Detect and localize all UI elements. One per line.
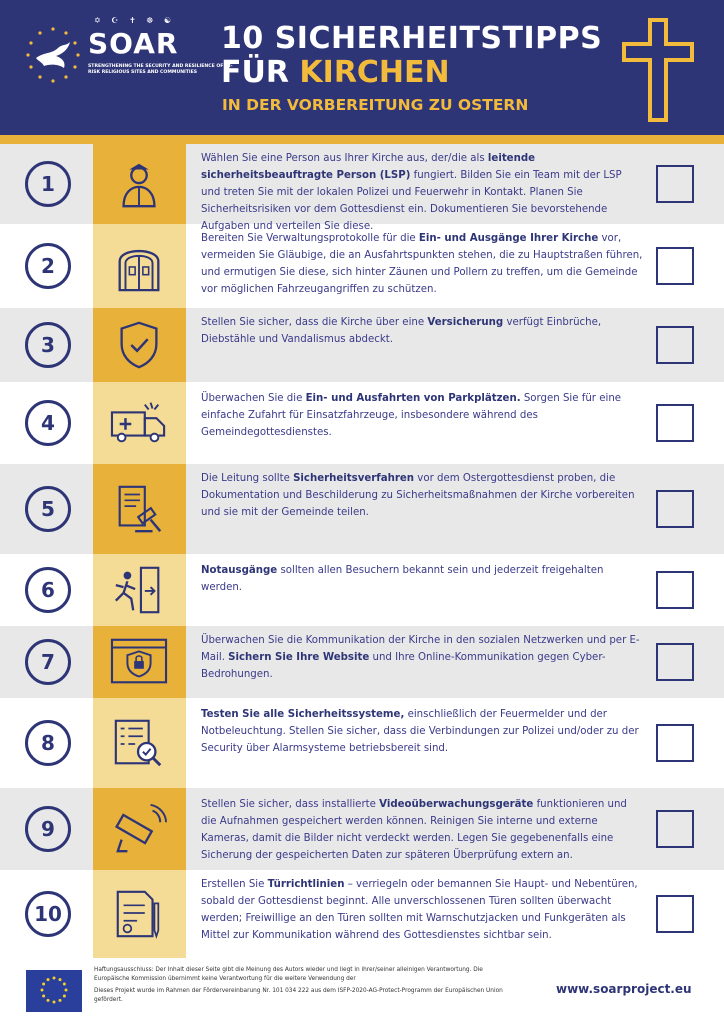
tip-icon-column (93, 224, 186, 308)
tip-checkbox[interactable] (656, 165, 694, 203)
tip-text (201, 230, 643, 298)
tip-text-bold: Sicherheitsverfahren (293, 473, 415, 484)
tip-number: 6 (25, 567, 71, 613)
tip-text-part: einschließlich der Feuermelder und der Notbeleuchtung. Stellen Sie sicher, dass die Verbindungen zur Polizei und/oder zu der Security über Alarmsysteme betriebsbereit sind. (201, 709, 639, 754)
soar-logo (22, 16, 233, 90)
tip-checkbox[interactable] (656, 490, 694, 528)
tip-checkbox[interactable] (656, 810, 694, 848)
shield-check-icon (105, 317, 173, 373)
tip-text (201, 470, 643, 521)
tip-text-part: Bereiten Sie Verwaltungsprotokolle für die (201, 233, 419, 244)
tip-icon-column (93, 788, 186, 870)
tip-text (201, 562, 643, 596)
header-stripe (0, 135, 724, 144)
security-officer-icon (105, 156, 173, 212)
tip-number: 3 (25, 322, 71, 368)
tip-text-part: Überwachen Sie die Kommunikation der Kirche in den sozialen Netzwerken und per E-Mail. (201, 635, 640, 663)
website-lock-icon (105, 634, 173, 690)
tip-text-bold: Videoüberwachungsgeräte (379, 799, 534, 810)
page-footer (0, 962, 724, 1024)
tip-text (201, 706, 643, 757)
tip-number: 4 (25, 400, 71, 446)
tip-text-part: vor, vermeiden Sie Gläubige, die an Ausfahrtspunkten stehen, die zu Hauptstraßen führen, und ermutigen Sie diese, sich hinter Zäunen und Pollern zu treffen, um die Gemeinde vor möglichen Fahrzeugangriffen zu schützen. (201, 233, 643, 295)
tip-number: 10 (25, 891, 71, 937)
footer-disclaimer (94, 966, 514, 1004)
ambulance-icon (105, 395, 173, 451)
tip-checkbox[interactable] (656, 724, 694, 762)
eu-flag-icon (26, 970, 82, 1012)
tip-checkbox[interactable] (656, 247, 694, 285)
tip-icon-column (93, 144, 186, 224)
tip-text-part: Wählen Sie eine Person aus Ihrer Kirche aus, der/die als (201, 153, 488, 164)
tip-text-part: Sorgen Sie für eine einfache Zufahrt für Einsatzfahrzeuge, insbesondere während des Gemeindegottesdienstes. (201, 393, 622, 438)
tip-number: 2 (25, 243, 71, 289)
page-title-line1: 10 SICHERHEITSTIPPS (221, 21, 603, 56)
tip-text-part: vor dem Ostergottesdienst proben, die Dokumentation und Beschilderung zu Sicherheitsmaßnahmen der Kirche vorbereiten und sie mit der Gemeinde teilen. (201, 473, 635, 518)
tip-text-bold: leitende sicherheitsbeauftragte Person (LSP) (201, 153, 536, 181)
door-guidelines-icon (105, 886, 173, 942)
tip-text-bold: Versicherung (427, 317, 504, 328)
tip-text-part: funktionieren und die Aufnahmen gespeichert werden können. Reinigen Sie interne und externe Kameras, damit die Bilder nicht verdeckt werden. Legen Sie gegebenenfalls eine Sicherung der gespeicherten Daten zur späteren Überprüfung extern an. (201, 799, 627, 861)
tip-row (0, 698, 724, 788)
tip-text-bold: Testen Sie alle Sicherheitssysteme, (201, 709, 405, 720)
tip-checkbox[interactable] (656, 643, 694, 681)
title-churches: KIRCHEN (299, 55, 450, 90)
tip-text-part: und Ihre Online-Kommunikation gegen Cyber-Bedrohungen. (201, 652, 606, 680)
tip-text-bold: Ein- und Ausfahrten von Parkplätzen. (305, 393, 521, 404)
religious-symbols-icon: ✡ ☪ ✝ ☸ ☯ (94, 16, 176, 25)
church-door-icon (105, 238, 173, 294)
title-for: FÜR (221, 55, 300, 90)
funding-text: Dieses Projekt wurde im Rahmen der Fördervereinbarung Nr. 101 034 222 aus dem ISFP-2020-AG-Protect-Programm der Europäischen Union gefördert. (94, 988, 503, 1003)
document-gavel-icon (105, 481, 173, 537)
tip-text-bold: Sichern Sie Ihre Website (228, 652, 370, 663)
cctv-camera-icon (105, 801, 173, 857)
tip-text-part: Stellen Sie sicher, dass die Kirche über eine (201, 317, 428, 328)
tip-text (201, 314, 643, 348)
tip-text (201, 150, 643, 235)
disclaimer-text: Haftungsausschluss: Der Inhalt dieser Seite gibt die Meinung des Autors wieder und liegt in ihrer/seiner alleinigen Verantwortung. Die Europäische Kommission übernimmt keine Verantwortung für die weitere Verwendung der (94, 967, 483, 982)
tip-text-part: fungiert. Bilden Sie ein Team mit der LSP und treten Sie mit der lokalen Polizei und Feuerwehr in Kontakt. Planen Sie Sicherheitsrisiken vor dem Gottesdienst ein. Dokumentieren Sie bevorstehende Aufgaben und verteilen Sie diese. (201, 170, 622, 232)
logo-tagline: STRENGTHENING THE SECURITY AND RESILIENCE OF AT-RISK RELIGIOUS SITES AND COMMUNITIES (88, 64, 233, 75)
tip-text-part: Die Leitung sollte (201, 473, 294, 484)
page-title-line2 (221, 56, 450, 90)
tip-checkbox[interactable] (656, 404, 694, 442)
tip-row (0, 870, 724, 958)
tip-row (0, 464, 724, 554)
tip-checkbox[interactable] (656, 326, 694, 364)
tip-text-part: Erstellen Sie (201, 879, 268, 890)
emergency-exit-icon (105, 562, 173, 618)
tip-text-bold: Türrichtlinien (267, 879, 345, 890)
dove-stars-icon (22, 24, 84, 86)
tip-icon-column (93, 554, 186, 626)
tip-text (201, 876, 643, 944)
tip-row (0, 382, 724, 464)
checklist-search-icon (105, 715, 173, 771)
tip-text-part: Stellen Sie sicher, dass installierte (201, 799, 380, 810)
page-subtitle: IN DER VORBEREITUNG ZU OSTERN (222, 96, 529, 114)
tip-text (201, 632, 643, 683)
tip-icon-column (93, 464, 186, 554)
tip-row (0, 308, 724, 382)
tip-text (201, 796, 643, 864)
tip-row (0, 144, 724, 232)
tip-checkbox[interactable] (656, 571, 694, 609)
tip-row (0, 224, 724, 308)
page-header (0, 0, 724, 135)
tip-row (0, 626, 724, 698)
tip-number: 9 (25, 806, 71, 852)
tip-number: 7 (25, 639, 71, 685)
tip-number: 8 (25, 720, 71, 766)
cross-icon (620, 16, 696, 124)
tip-checkbox[interactable] (656, 895, 694, 933)
logo-name: SOAR (88, 27, 179, 60)
project-url[interactable]: www.soarproject.eu (556, 982, 692, 996)
tip-row (0, 554, 724, 626)
tip-text-part: sollten allen Besuchern bekannt sein und jederzeit freigehalten werden. (201, 565, 604, 593)
tip-number: 1 (25, 161, 71, 207)
tip-text-bold: Notausgänge (201, 565, 278, 576)
tip-text-part: verfügt Einbrüche, Diebstähle und Vandalismus abdeckt. (201, 317, 602, 345)
tip-icon-column (93, 870, 186, 958)
tip-text (201, 390, 643, 441)
tip-text-part: – verriegeln oder bemannen Sie Haupt- und Nebentüren, sobald der Gottesdienst beginnt. Alle unverschlossenen Türen sollten überwacht werden; Freiwillige an den Türen sollten mit Warnschutzjacken und Funkgeräten als Mittel zur Kommunikation während des Gottesdienstes sichtbar sein. (201, 879, 638, 941)
tip-text-bold: Ein- und Ausgänge Ihrer Kirche (418, 233, 599, 244)
tip-row (0, 788, 724, 870)
tip-icon-column (93, 308, 186, 382)
tip-text-part: Überwachen Sie die (201, 393, 306, 404)
tip-icon-column (93, 626, 186, 698)
tip-icon-column (93, 382, 186, 464)
tip-icon-column (93, 698, 186, 788)
tip-number: 5 (25, 486, 71, 532)
